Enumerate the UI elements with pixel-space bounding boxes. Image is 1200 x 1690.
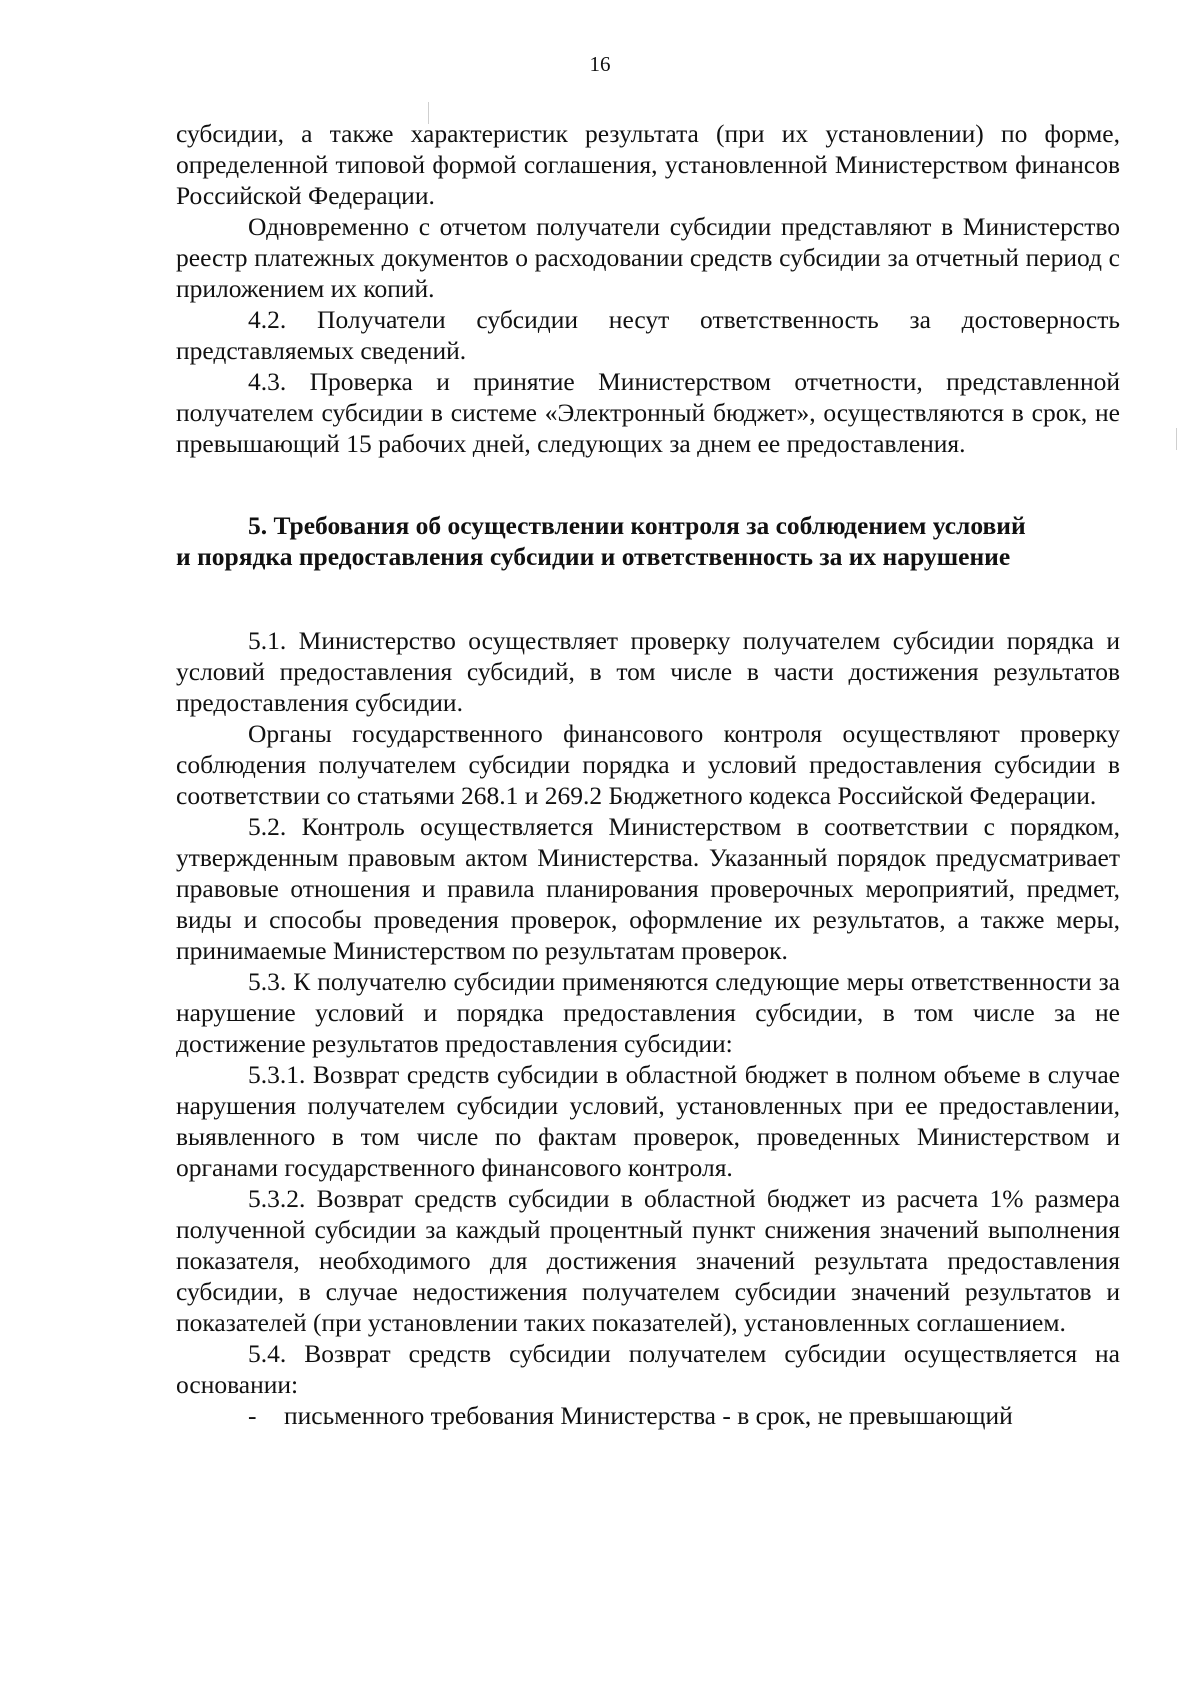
scan-mark	[1176, 428, 1177, 450]
paragraph-5-1: 5.1. Министерство осуществляет проверку получателем субсидии порядка и условий предоставления субсидий, в том числе в части достижения результатов предоставления субсидии.	[176, 626, 1120, 717]
paragraph-5-2: 5.2. Контроль осуществляется Министерством в соответствии с порядком, утвержденным правовым актом Министерства. Указанный порядок предусматривает правовые отношения и правила планирования проверочных мероприятий, предмет, виды и способы проведения проверок, оформление их результатов, а также меры, принимаемые Министерством по результатам проверок.	[176, 812, 1120, 965]
paragraph-report-registry: Одновременно с отчетом получатели субсидии представляют в Министерство реестр платежных документов о расходовании средств субсидии за отчетный период с приложением их копий.	[176, 212, 1120, 303]
paragraph-5-3-1: 5.3.1. Возврат средств субсидии в областной бюджет в полном объеме в случае нарушения получателем субсидии условий, установленных при ее предоставлении, выявленного в том числе по фактам проверок, проведенных Министерством и органами государственного финансового контроля.	[176, 1060, 1120, 1182]
paragraph-control-organs: Органы государственного финансового контроля осуществляют проверку соблюдения получателем субсидии порядка и условий предоставления субсидии в соответствии со статьями 268.1 и 269.2 Бюджетного кодекса Российской Федерации.	[176, 719, 1120, 810]
paragraph-4-3: 4.3. Проверка и принятие Министерством отчетности, представленной получателем субсидии в системе «Электронный бюджет», осуществляются в срок, не превышающий 15 рабочих дней, следующих за днем ее предоставления.	[176, 367, 1120, 458]
paragraph-5-3: 5.3. К получателю субсидии применяются следующие меры ответственности за нарушение условий и порядка предоставления субсидии, в том числе за не достижение результатов предоставления субсидии:	[176, 967, 1120, 1058]
list-item-text: письменного требования Министерства - в срок, не превышающий	[284, 1401, 1013, 1430]
section-5-heading	[176, 510, 1120, 572]
paragraph-continuation: субсидии, а также характеристик результата (при их установлении) по форме, определенной типовой формой соглашения, установленной Министерством финансов Российской Федерации.	[176, 119, 1120, 210]
page-number: 16	[589, 52, 611, 76]
list-item-written-demand	[176, 1400, 1120, 1431]
paragraph-5-4: 5.4. Возврат средств субсидии получателем субсидии осуществляется на основании:	[176, 1339, 1120, 1399]
section-5-heading-line-1: 5. Требования об осуществлении контроля за соблюдением условий	[248, 511, 1026, 540]
section-5-heading-line-2: и порядка предоставления субсидии и ответственность за их нарушение	[176, 542, 1011, 571]
paragraph-5-3-2: 5.3.2. Возврат средств субсидии в областной бюджет из расчета 1% размера полученной субсидии за каждый процентный пункт снижения значений выполнения показателя, необходимого для достижения значений результата предоставления субсидии, в случае недостижения получателем субсидии значений результатов и показателей (при установлении таких показателей), установленных соглашением.	[176, 1184, 1120, 1337]
paragraph-4-2: 4.2. Получатели субсидии несут ответственность за достоверность представляемых сведений.	[176, 305, 1120, 365]
list-dash: -	[248, 1401, 257, 1430]
document-body	[176, 118, 1120, 1431]
